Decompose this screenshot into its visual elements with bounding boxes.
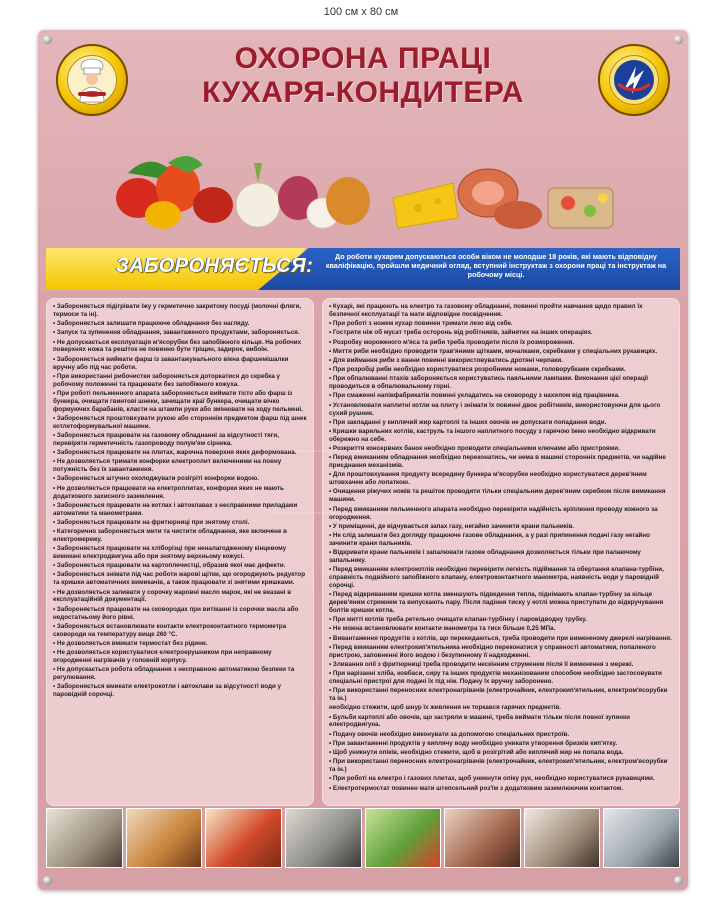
list-item: • Очищення ріжучих ножів та решіток проводити тільки спеціальним дерев'яним скребком після вимикання машини. (329, 488, 666, 504)
vegetables-icon (116, 156, 233, 229)
list-item: • При митті котлів треба ретельно очищати клапан-турбінку і паровідводну трубку. (329, 616, 587, 624)
list-item: • При обпалюванні птахів забороняється користуватись паяльними лампами. Виконання цієї операції проводиться в обпалювальному горні. (329, 375, 649, 391)
list-item: • Гострити ніж об мусат треба осторонь від робітників, зайнятих на інших операціях. (329, 329, 593, 337)
list-item: • Кришки варильних котлів, каструль та іншого наплитного посуду з гарячою їжею необхідно відкривати обережно на себе. (329, 427, 656, 443)
list-item: • При роботі з ножем кухар повинен тримати лезо від себе. (329, 320, 513, 328)
list-item: • Електротермостат повинен мати штепсельний роз'їм з додатковим заземлюючим контактом. (329, 784, 624, 792)
dish-photo (126, 808, 203, 868)
list-item: • Установлювати наплитні котли на плиту і знімати їх повинні двоє робітників, використовуючи для цього сухий рушник. (329, 401, 661, 417)
list-item: • Забороняється працювати на плитах, жарочна поверхня яких деформована. (53, 449, 297, 457)
dish-photo (205, 808, 282, 868)
list-item: • Забороняється виймати фарш із завантажувального вікна фаршемішалки вручну або під час роботи. (53, 355, 289, 371)
list-item: • При використанні переносних електронагрівачів (електрочайник, електрокип'ятильник, електром'ясорубки та ін.) (329, 758, 668, 774)
list-item: • Кухарі, які працюють на електро та газовому обладнанні, повинні пройти навчання щодо правил їх безпечної експлуатації та мати відповідне посвідчення. (329, 303, 643, 318)
onion-garlic-icon (236, 163, 370, 228)
kitchen-photo (46, 808, 123, 868)
list-item: • Забороняється працювати на фритюрниці при знятому столі. (53, 518, 250, 526)
list-item: • Миття риби необхідно проводити трав'яними щітками, мочалками, скребками у спеціальних рукавицях. (329, 347, 658, 355)
list-item: • Розробку мороженого м'яса та риби треба проводити після їх розмороження. (329, 338, 575, 346)
list-item: • Забороняється проштовхувати рукою або стороннім предметом фарш під шнек котлетоформувальної машини. (53, 414, 307, 430)
list-item: • Для виймання риби з ванни повинні використовуватись дротяні черпаки. (329, 356, 563, 364)
list-item: • Не дозволяється вмикати термостат без рідини. (53, 639, 208, 647)
size-label: 100 см х 80 см (323, 6, 399, 18)
list-item: • Не дозволяється працювати на електроплитах, конфорки яких не мають додаткового захисного заземлення. (53, 484, 284, 500)
list-item: • Не дозволяється тримати конфорки електроплит включеними на повну потужність без їх завантаження. (53, 458, 282, 474)
list-item: • Забороняється встановлювати контакти електроконтактного термометра сковороди на температуру вище 260 °С. (53, 622, 287, 638)
meat-icon (458, 169, 542, 229)
list-item: необхідно стежити, щоб шнур їх живлення не торкався гарячих предметів. (329, 704, 562, 712)
warning-banner (46, 248, 680, 290)
admission-note: До роботи кухарем допускаються особи віком не молодше 18 років, які мають відповідну кваліфікацію, пройшли медичний огляд, вступний інструктаж з охорони праці та інструктаж на робочому місці. (325, 252, 667, 280)
list-item: • Для проштовхування продукту всередину бункера м'ясорубки необхідно користуватися дерев'яним штовхачем або лопаткою. (329, 471, 647, 487)
pastry-photo (524, 808, 601, 868)
list-item: • При розробці риби необхідно користуватися розробними ножами, головорубками скребками. (329, 366, 626, 374)
list-item: • Не допускається робота обладнання з несправною автоматикою безпеки та регулювання. (53, 666, 295, 682)
list-item: • Забороняється залишати працююче обладнання без нагляду. (53, 320, 250, 328)
chef-emblem-icon (56, 44, 128, 116)
pin-icon (674, 35, 683, 44)
list-item: • Запуск та зупинення обладнання, завантаженого продуктами, забороняється. (53, 329, 300, 337)
pin-icon (43, 35, 52, 44)
list-item: • Перед вмиканням обладнання необхідно переконатись, чи нема в машині сторонніх предметів, чи надійне приєднання механізмів. (329, 454, 666, 470)
cutting-board-icon (548, 188, 613, 228)
kitchen-photo (603, 808, 680, 868)
list-item: • Не дозволяється заливати у сорочку жаровні масло марок, які не вказані в експлуатаційній документації. (53, 588, 292, 604)
list-item: • При роботі на електро і газових плитах, щоб уникнути опіку рук, необхідно користуватися рукавицями. (329, 775, 655, 783)
list-item: • Забороняється працювати на картоплечистці, образив якої має дефекти. (53, 562, 286, 570)
list-item: • Не допускається експлуатація м'ясорубки без запобіжного кільця. На робочих поверхнях ножа та решіток не повинно бути тріщин, задирок, вибоїн. (53, 338, 302, 354)
list-item: • При смаженні напівфабрикатів повинні укладатись на сковороду з нахилом від працівника. (329, 392, 620, 400)
list-item: • Перед вмиканням електрокотлів необхідно перевірити легкість підіймання та обертання клапана-турбіни, справність подвійного запобіжного клапану, електроконтактного манометра, наявність води у паровідній сорочці. (329, 566, 664, 589)
photo-strip (46, 808, 680, 868)
pin-icon (674, 876, 683, 885)
list-item: • Відкривати крани пальників і запалювати газове обладнання дозволяється тільки при палаючому запальнику. (329, 549, 641, 564)
prohibited-heading: ЗАБОРОНЯЄТЬСЯ: (116, 255, 314, 277)
list-item: • Забороняється працювати на котлах і автоклавах з несправними приладами автоматики та манометрами. (53, 501, 298, 517)
requirements-column (322, 298, 680, 806)
title-line-1: ОХОРОНА ПРАЦІ (234, 42, 492, 75)
list-item: • Не можна встановлювати контакти манометра та тиск більше 0,25 МПа. (329, 625, 556, 633)
list-item: • Забороняється підігрівати їжу у герметично закритому посуді (молочні фляги, термоси та ін). (53, 303, 302, 318)
list-item: • Забороняється працювати на хліборізці при неналагодженому кінцевому вимикачі електродвигуна або при знятому верхньому кожусі. (53, 545, 287, 561)
food-illustration (108, 143, 618, 243)
list-item: • При закладанні у киплячий жир картоплі та інших овочів не допускати попадання води. (329, 418, 607, 426)
list-item: • Забороняється працювати на сковородах при витіканні із сорочки масла або недостатньому його рівні. (53, 605, 299, 621)
list-item: • Перед вмиканням пельменного апарата необхідно перевірити надійність кріплення проводу кожного за огородження. (329, 505, 658, 521)
list-item: • У приміщенні, де відчувається запах газу, негайно зачинити крани пальників. (329, 522, 575, 530)
title-line-2: КУХАРЯ-КОНДИТЕРА (202, 76, 524, 109)
list-item: • Вивантаження продуктів з котлів, що перекидаються, треба проводити при вимкненому джерелі нагрівання. (329, 634, 672, 642)
list-item: • При нарізанні хліба, ковбаси, сиру та інших продуктів механізованим способом необхідно застосовувати спеціальні пристрої для подачі їх під ніж. Подачу їх вручну заборонено. (329, 670, 662, 685)
meat-photo (444, 808, 521, 868)
list-item: • Забороняється вмикати електрокотли і автоклави за відсутності води у паровідній сорочці. (53, 683, 282, 699)
list-item: • Бульби картоплі або овочів, що застряли в машині, треба виймати тільки після повної зупинки електродвигуна. (329, 713, 630, 729)
list-item: • Щоб уникнути опіків, необхідно стежити, щоб в розігрітий або киплячий жир не попала вода. (329, 749, 624, 757)
cheese-icon (393, 183, 458, 228)
list-item: • При використанні переносних електронагрівачів (електрочайник, електрокип'ятильник, електром'ясорубки та ін.) (329, 687, 668, 703)
chef-photo (285, 808, 362, 868)
vegetables-photo (365, 808, 442, 868)
list-item: • Забороняється працювати на газовому обладнанні за відсутності тяги, перевіряти герметичність газопроводу полум'ям сірника. (53, 431, 279, 447)
prohibitions-column (46, 298, 314, 806)
list-item: • Не слід залишати без догляду працююче газове обладнання, а у разі припинення подачі газу негайно зачинити крани пальників. (329, 531, 650, 547)
poster (38, 30, 688, 890)
list-item: • Зливання олії з фритюрниці треба проводити нескінним струменем після її вимкнення з мережі. (329, 660, 634, 668)
list-item: • Перед вмиканням електрокип'ятильника необхідно переконатися у справності автоматики, попаленого пристрою, заповненні його водою і безупинному її надходженні. (329, 643, 656, 659)
list-item: • Забороняється штучно охолоджувати розігріті конфорки водою. (53, 475, 259, 483)
list-item: • Перед відкриванням кришки котла зменшують підведення тепла, піднімають клапан-турбіну за кільце дерев'яним стрижнем та випускають пару. Після падіння тиску у котлі можна приступати до відкручування болтів кришки котла. (329, 591, 664, 614)
list-item: • Не дозволяється користуватися електроерушником при неправному огородженні нагрівачів у головній корпусу. (53, 649, 272, 664)
list-item: • Розкриття консервних банок необхідно проводити спеціальними ключами або пристроями. (329, 445, 620, 453)
page-title (158, 42, 568, 110)
safety-emblem-icon (598, 44, 670, 116)
list-item: • Подачу овочів необхідно виконувати за допомогою спеціальних пристроїв. (329, 730, 570, 738)
list-item: • При завантаженні продуктів у киплячу воду необхідно уникати утворення бризків кип'ятку. (329, 739, 618, 747)
list-item: • При використанні рибочистки забороняється доторкатися до скребка у робочому положенні та працювати без запобіжного кожуха. (53, 372, 281, 388)
pin-icon (43, 876, 52, 885)
list-item: • Категорично забороняється мити та чистити обладнання, яке включене в електромережу. (53, 528, 287, 543)
list-item: • При роботі пельменного апарата забороняється виймати тісто або фарш із бункера, очищати гвинтові шнеки, зачищати краї бункера, очищати вічко формуючих барабанів, класти на штампи руки або змінювати на ходу пельмені. (53, 389, 303, 413)
list-item: • Забороняється знімати під час роботи жарові щітки, що огороджують редуктор та кришки автоматичних вимикачів, а також працювати зі знятими кришками. (53, 571, 306, 587)
